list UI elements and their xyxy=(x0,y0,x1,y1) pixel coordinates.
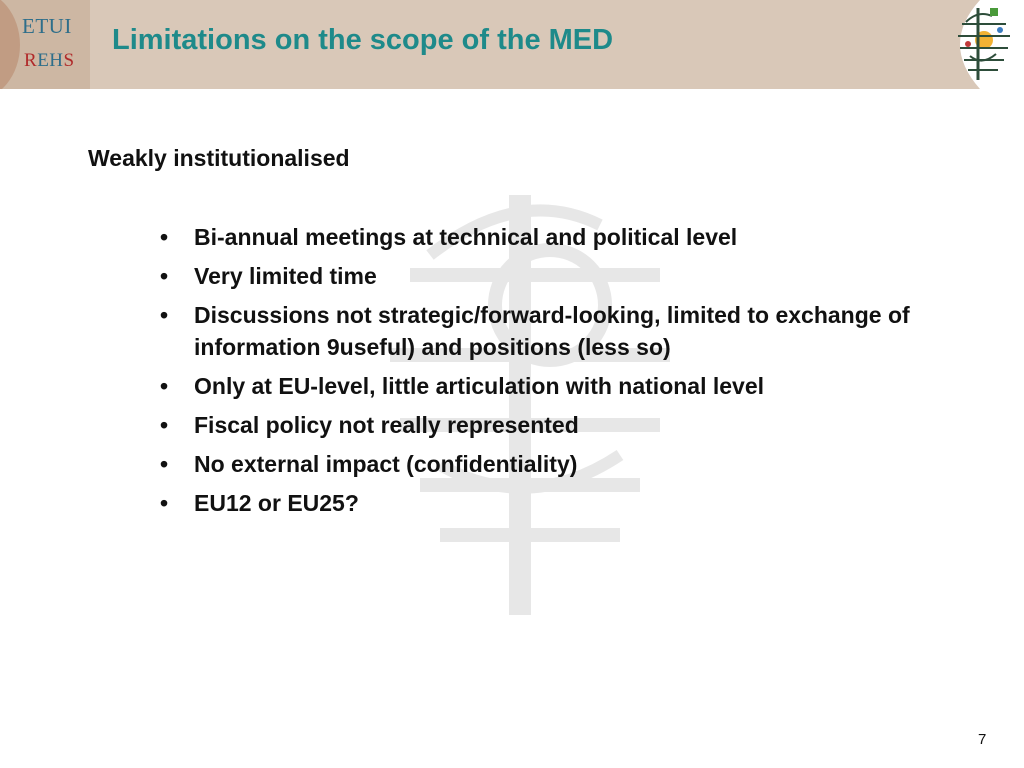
slide-title: Limitations on the scope of the MED xyxy=(112,24,614,56)
bullet-marker: • xyxy=(160,490,169,516)
etui-rehs-logo xyxy=(0,0,90,89)
bullet-marker: • xyxy=(160,302,169,328)
med-emblem-icon xyxy=(940,0,1024,89)
bullet-marker: • xyxy=(160,224,169,250)
bullet-marker: • xyxy=(160,412,169,438)
bullet-item xyxy=(158,409,978,441)
page-number: 7 xyxy=(978,731,987,748)
bullet-marker: • xyxy=(160,373,169,399)
logo-rehs-text: REHS xyxy=(24,50,75,71)
logo-arc-decoration xyxy=(0,0,20,89)
bullet-text: Discussions not strategic/forward-looking, limited to exchange of information 9useful) and positions (less so) xyxy=(194,302,910,360)
bullet-text: Fiscal policy not really represented xyxy=(194,412,579,438)
bullet-item xyxy=(158,221,978,253)
bullet-text: Only at EU-level, little articulation with national level xyxy=(194,373,765,399)
bullet-text: Bi-annual meetings at technical and political level xyxy=(194,224,738,250)
bullet-text: No external impact (confidentiality) xyxy=(194,451,578,477)
section-subtitle: Weakly institutionalised xyxy=(88,145,350,171)
bullet-list xyxy=(158,221,978,526)
bullet-item xyxy=(158,370,978,402)
logo-etui-text: ETUI xyxy=(22,14,72,38)
bullet-marker: • xyxy=(160,451,169,477)
bullet-item xyxy=(158,299,978,363)
slide-header xyxy=(0,0,1024,89)
bullet-text: Very limited time xyxy=(194,263,377,289)
bullet-text: EU12 or EU25? xyxy=(194,490,359,516)
bullet-item xyxy=(158,487,978,519)
bullet-item xyxy=(158,260,978,292)
bullet-marker: • xyxy=(160,263,169,289)
bullet-item xyxy=(158,448,978,480)
